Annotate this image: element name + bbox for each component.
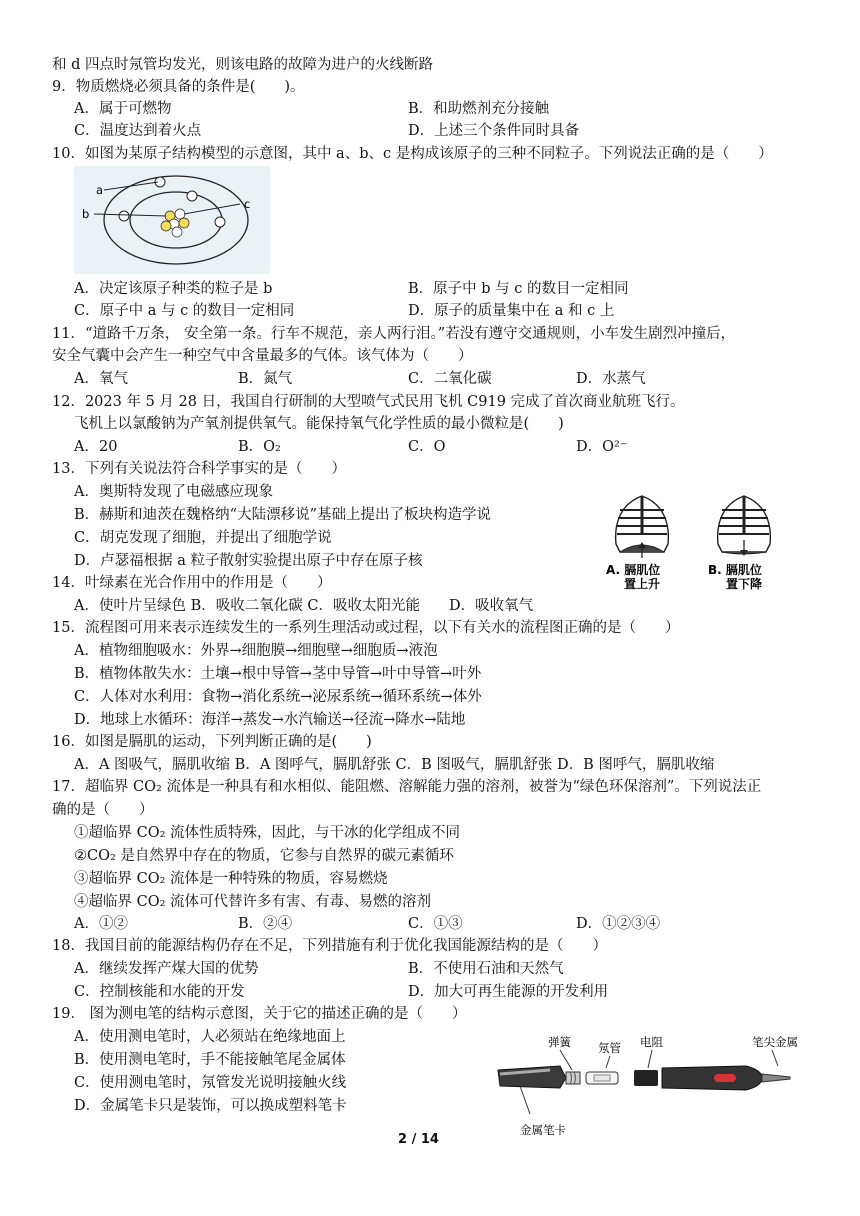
question-14-stem: 14．叶绿素在光合作用中的作用是（ ） bbox=[52, 575, 332, 591]
q18-option-a: A．继续发挥产煤大国的优势 bbox=[74, 961, 259, 977]
test-pen-figure bbox=[490, 1030, 820, 1142]
text-line: 和 d 四点时氖管均发光，则该电路的故障为进户的火线断路 bbox=[52, 57, 433, 73]
pen-label-tip-metal: 笔尖金属 bbox=[752, 1035, 798, 1049]
diaphragm-caption-b-2: 置下降 bbox=[726, 577, 763, 590]
q17-option-b: B．②④ bbox=[238, 916, 293, 932]
question-15-stem: 15．流程图可用来表示连续发生的一系列生理活动或过程，以下有关水的流程图正确的是（ ） bbox=[52, 620, 680, 636]
diaphragm-caption-a-2: 置上升 bbox=[624, 577, 661, 590]
q17-statement-4: ④超临界 CO₂ 流体可代替许多有害、有毒、易燃的溶剂 bbox=[74, 894, 432, 910]
question-18-stem: 18．我国目前的能源结构仍存在不足，下列措施有利于优化我国能源结构的是（ ） bbox=[52, 938, 607, 954]
atom-model-figure bbox=[74, 166, 270, 274]
q17-option-a: A．①② bbox=[74, 916, 128, 932]
q12-option-a: A．20 bbox=[74, 439, 118, 455]
ribcage-b-icon bbox=[718, 496, 771, 556]
q19-option-b: B．使用测电笔时，手不能接触笔尾金属体 bbox=[74, 1052, 346, 1068]
q9-option-a: A．属于可燃物 bbox=[74, 101, 172, 117]
q19-option-a: A．使用测电笔时，人必须站在绝缘地面上 bbox=[74, 1029, 346, 1045]
question-16-stem: 16．如图是膈肌的运动，下列判断正确的是( ) bbox=[52, 734, 372, 750]
question-11-stem-2: 安全气囊中会产生一种空气中含量最多的气体。该气体为（ ） bbox=[52, 348, 473, 364]
q10-option-a: A．决定该原子种类的粒子是 b bbox=[74, 281, 273, 297]
q17-statement-3: ③超临界 CO₂ 流体是一种特殊的物质，容易燃烧 bbox=[74, 871, 388, 887]
q15-option-d: D．地球上水循环：海洋→蒸发→水汽输送→径流→降水→陆地 bbox=[74, 712, 466, 728]
pen-label-spring: 弹簧 bbox=[548, 1035, 571, 1049]
atom-label-b: b bbox=[82, 207, 90, 221]
question-17-stem-2: 确的是（ ） bbox=[52, 802, 154, 818]
q15-option-c: C．人体对水利用：食物→消化系统→泌尿系统→循环系统→体外 bbox=[74, 689, 482, 705]
q12-option-c: C．O bbox=[408, 439, 446, 455]
question-12-stem-1: 12．2023 年 5 月 28 日，我国自行研制的大型喷气式民用飞机 C919 完成了首次商业航班飞行。 bbox=[52, 394, 685, 410]
q13-option-b: B．赫斯和迪茨在魏格纳“大陆漂移说”基础上提出了板块构造学说 bbox=[74, 507, 491, 523]
q11-option-a: A．氧气 bbox=[74, 371, 128, 387]
q11-option-b: B．氮气 bbox=[238, 371, 293, 387]
q19-option-d: D．金属笔卡只是装饰，可以换成塑料笔卡 bbox=[74, 1098, 347, 1114]
question-10-stem: 10．如图为某原子结构模型的示意图，其中 a、b、c 是构成该原子的三种不同粒子。下列说法正确的是（ ） bbox=[52, 146, 773, 162]
q15-option-a: A．植物细胞吸水：外界→细胞膜→细胞壁→细胞质→液泡 bbox=[74, 643, 438, 659]
pen-label-resistor: 电阻 bbox=[640, 1035, 663, 1049]
pen-label-neon: 氖管 bbox=[598, 1041, 621, 1055]
question-19-stem: 19． 图为测电笔的结构示意图，关于它的描述正确的是（ ） bbox=[52, 1006, 467, 1022]
question-12-stem-2: 飞机上以氯酸钠为产氧剂提供氧气。能保持氧气化学性质的最小微粒是( ) bbox=[74, 416, 564, 432]
ribcage-a-icon bbox=[616, 496, 669, 558]
q11-option-d: D．水蒸气 bbox=[576, 371, 646, 387]
question-9-stem: 9．物质燃烧必须具备的条件是( )。 bbox=[52, 79, 305, 95]
question-13-stem: 13．下列有关说法符合科学事实的是（ ） bbox=[52, 461, 346, 477]
q18-option-c: C．控制核能和水能的开发 bbox=[74, 984, 245, 1000]
q16-options: A．A 图吸气，膈肌收缩 B．A 图呼气，膈肌舒张 C．B 图吸气，膈肌舒张 D．B 图呼气，膈肌收缩 bbox=[74, 757, 715, 773]
q9-option-d: D．上述三个条件同时具备 bbox=[408, 123, 580, 139]
q11-option-c: C．二氧化碳 bbox=[408, 371, 492, 387]
diaphragm-caption-a-1: A. 膈肌位 bbox=[606, 563, 661, 577]
q17-statement-2: ②CO₂ 是自然界中存在的物质，它参与自然界的碳元素循环 bbox=[74, 848, 454, 864]
q15-option-b: B．植物体散失水：土壤→根中导管→茎中导管→叶中导管→叶外 bbox=[74, 666, 482, 682]
q13-option-a: A．奥斯特发现了电磁感应现象 bbox=[74, 484, 273, 500]
q18-option-b: B．不使用石油和天然气 bbox=[408, 961, 564, 977]
page-number: 2 / 14 bbox=[398, 1132, 439, 1147]
q10-option-b: B．原子中 b 与 c 的数目一定相同 bbox=[408, 281, 629, 297]
pen-label-metal-clip: 金属笔卡 bbox=[520, 1123, 566, 1137]
q10-option-c: C．原子中 a 与 c 的数目一定相同 bbox=[74, 303, 295, 319]
diaphragm-caption-b-1: B. 膈肌位 bbox=[708, 563, 762, 577]
pen-body-icon bbox=[498, 1066, 790, 1090]
q9-option-b: B．和助燃剂充分接触 bbox=[408, 101, 550, 117]
diaphragm-figure bbox=[596, 490, 806, 590]
q18-option-d: D．加大可再生能源的开发利用 bbox=[408, 984, 609, 1000]
q19-option-c: C．使用测电笔时，氖管发光说明接触火线 bbox=[74, 1075, 347, 1091]
atom-label-c: c bbox=[244, 197, 251, 211]
q12-option-b: B．O₂ bbox=[238, 439, 281, 455]
atom-label-a: a bbox=[96, 183, 104, 197]
q17-option-d: D．①②③④ bbox=[576, 916, 661, 932]
q17-statement-1: ①超临界 CO₂ 流体性质特殊，因此，与干冰的化学组成不同 bbox=[74, 825, 461, 841]
q17-option-c: C．①③ bbox=[408, 916, 463, 932]
question-11-stem-1: 11．“道路千万条， 安全第一条。行车不规范，亲人两行泪。”若没有遵守交通规则，小车发生剧烈冲撞后， bbox=[52, 326, 736, 342]
question-17-stem-1: 17．超临界 CO₂ 流体是一种具有和水相似、能阻燃、溶解能力强的溶剂，被誉为“绿色环保溶剂”。下列说法正 bbox=[52, 779, 762, 795]
q13-option-c: C．胡克发现了细胞，并提出了细胞学说 bbox=[74, 530, 332, 546]
q13-option-d: D．卢瑟福根据 a 粒子散射实验提出原子中存在原子核 bbox=[74, 553, 423, 569]
q10-option-d: D．原子的质量集中在 a 和 c 上 bbox=[408, 303, 615, 319]
q14-options: A．使叶片呈绿色 B．吸收二氧化碳 C．吸收太阳光能 D．吸收氧气 bbox=[74, 598, 534, 614]
q12-option-d: D．O²⁻ bbox=[576, 439, 628, 455]
q9-option-c: C．温度达到着火点 bbox=[74, 123, 202, 139]
